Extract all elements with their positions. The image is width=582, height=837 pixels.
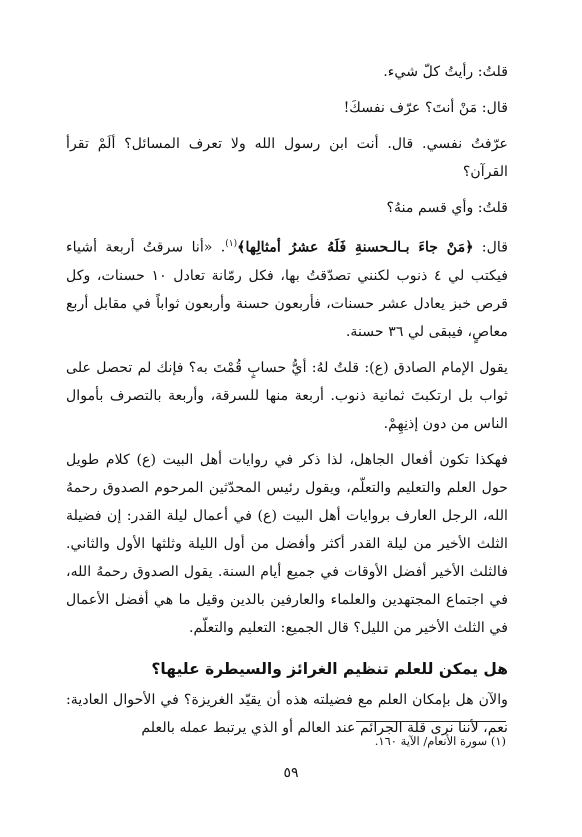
paragraph-after-heading: والآن هل بإمكان العلم مع فضيلته هذه أن يقيّد الغريزة؟ في الأحوال العادية: نعم، لأننا نرى قلة الجرائم عند العالم أو الذي يرتبط عمله بالعلم	[66, 691, 508, 736]
page-number: ٥٩	[283, 765, 299, 781]
section-heading: هل يمكن للعلم تنظيم الغرائز والسيطرة عليها؟	[151, 659, 508, 678]
main-text	[66, 58, 508, 742]
paragraph-3: عرّفتُ نفسي. قال. أنت ابن رسول الله ولا تعرف المسائل؟ ألَمْ تقرأ القرآن؟	[66, 136, 508, 180]
footnote: (١) سورة الأنعام/ الآية ١٦٠.	[374, 734, 506, 748]
paragraph-4: قلتُ: وأي قسم منهُ؟	[386, 200, 508, 216]
quote-rest: . «أنا سرقتُ أربعة أشياء فيكتب لي ٤ ذنوب لكنني تصدّقتُ بها، فكل رمّانة تعادل ١٠ حسنات، وكل قرص خبز يعادل عشر حسنات، فأربعون حسنة وأربعون ثواباً في مقابل أربع معاصٍ، فيبقى لي ٣٦ حسنة.	[66, 239, 509, 340]
quote-intro: قال:	[473, 239, 508, 256]
paragraph-1: قلتُ: رأيتُ كلّ شيء.	[383, 64, 508, 80]
paragraph-quote	[66, 230, 508, 346]
quran-verse: ﴿مَنْ جاءَ بـالـحسنةِ فَلَهُ عشرُ أمثالِها﴾	[237, 239, 474, 256]
paragraph-6: يقول الإمام الصادق (ع): قلتُ لهُ: أيُّ حسابٍ قُمْتَ به؟ فإنك لم تحصل على ثواب بل ارتكبتَ ثمانية ذنوب. أربعة منها للسرقة، وأربعة بالتصرف بأموال الناس من دون إذنِهِمْ.	[66, 359, 508, 432]
paragraph-7: فهكذا تكون أفعال الجاهل، لذا ذكر في روايات أهل البيت (ع) كلام طويل حول العلم والتعليم والتعلّم، ويقول رئيس المحدّثين المرحوم الصدوق رحمهُ الله، الرجل العارف بروايات أهل البيت (ع) في أعمال ليلة القدر: إن فضيلة الثلث الأخير من ليلة القدر أكثر وأفضل من أول الليلة وثلثها الأول والثاني. فالثلث الأخير أفضل الأوقات في جميع أيام السنة. يقول الصدوق رحمهُ الله، في اجتماع المجتهدين والعلماء والعارفين بالدين وقيل ما هي أفضل الأعمال في الثلث الأخير من الليل؟ قال الجميع: التعليم والتعلّم.	[66, 451, 508, 636]
paragraph-2: قال: مَنْ أنتَ؟ عرّف نفسكَ!	[343, 100, 508, 116]
footnote-divider	[356, 721, 506, 722]
footnote-reference: (١)	[225, 239, 238, 249]
